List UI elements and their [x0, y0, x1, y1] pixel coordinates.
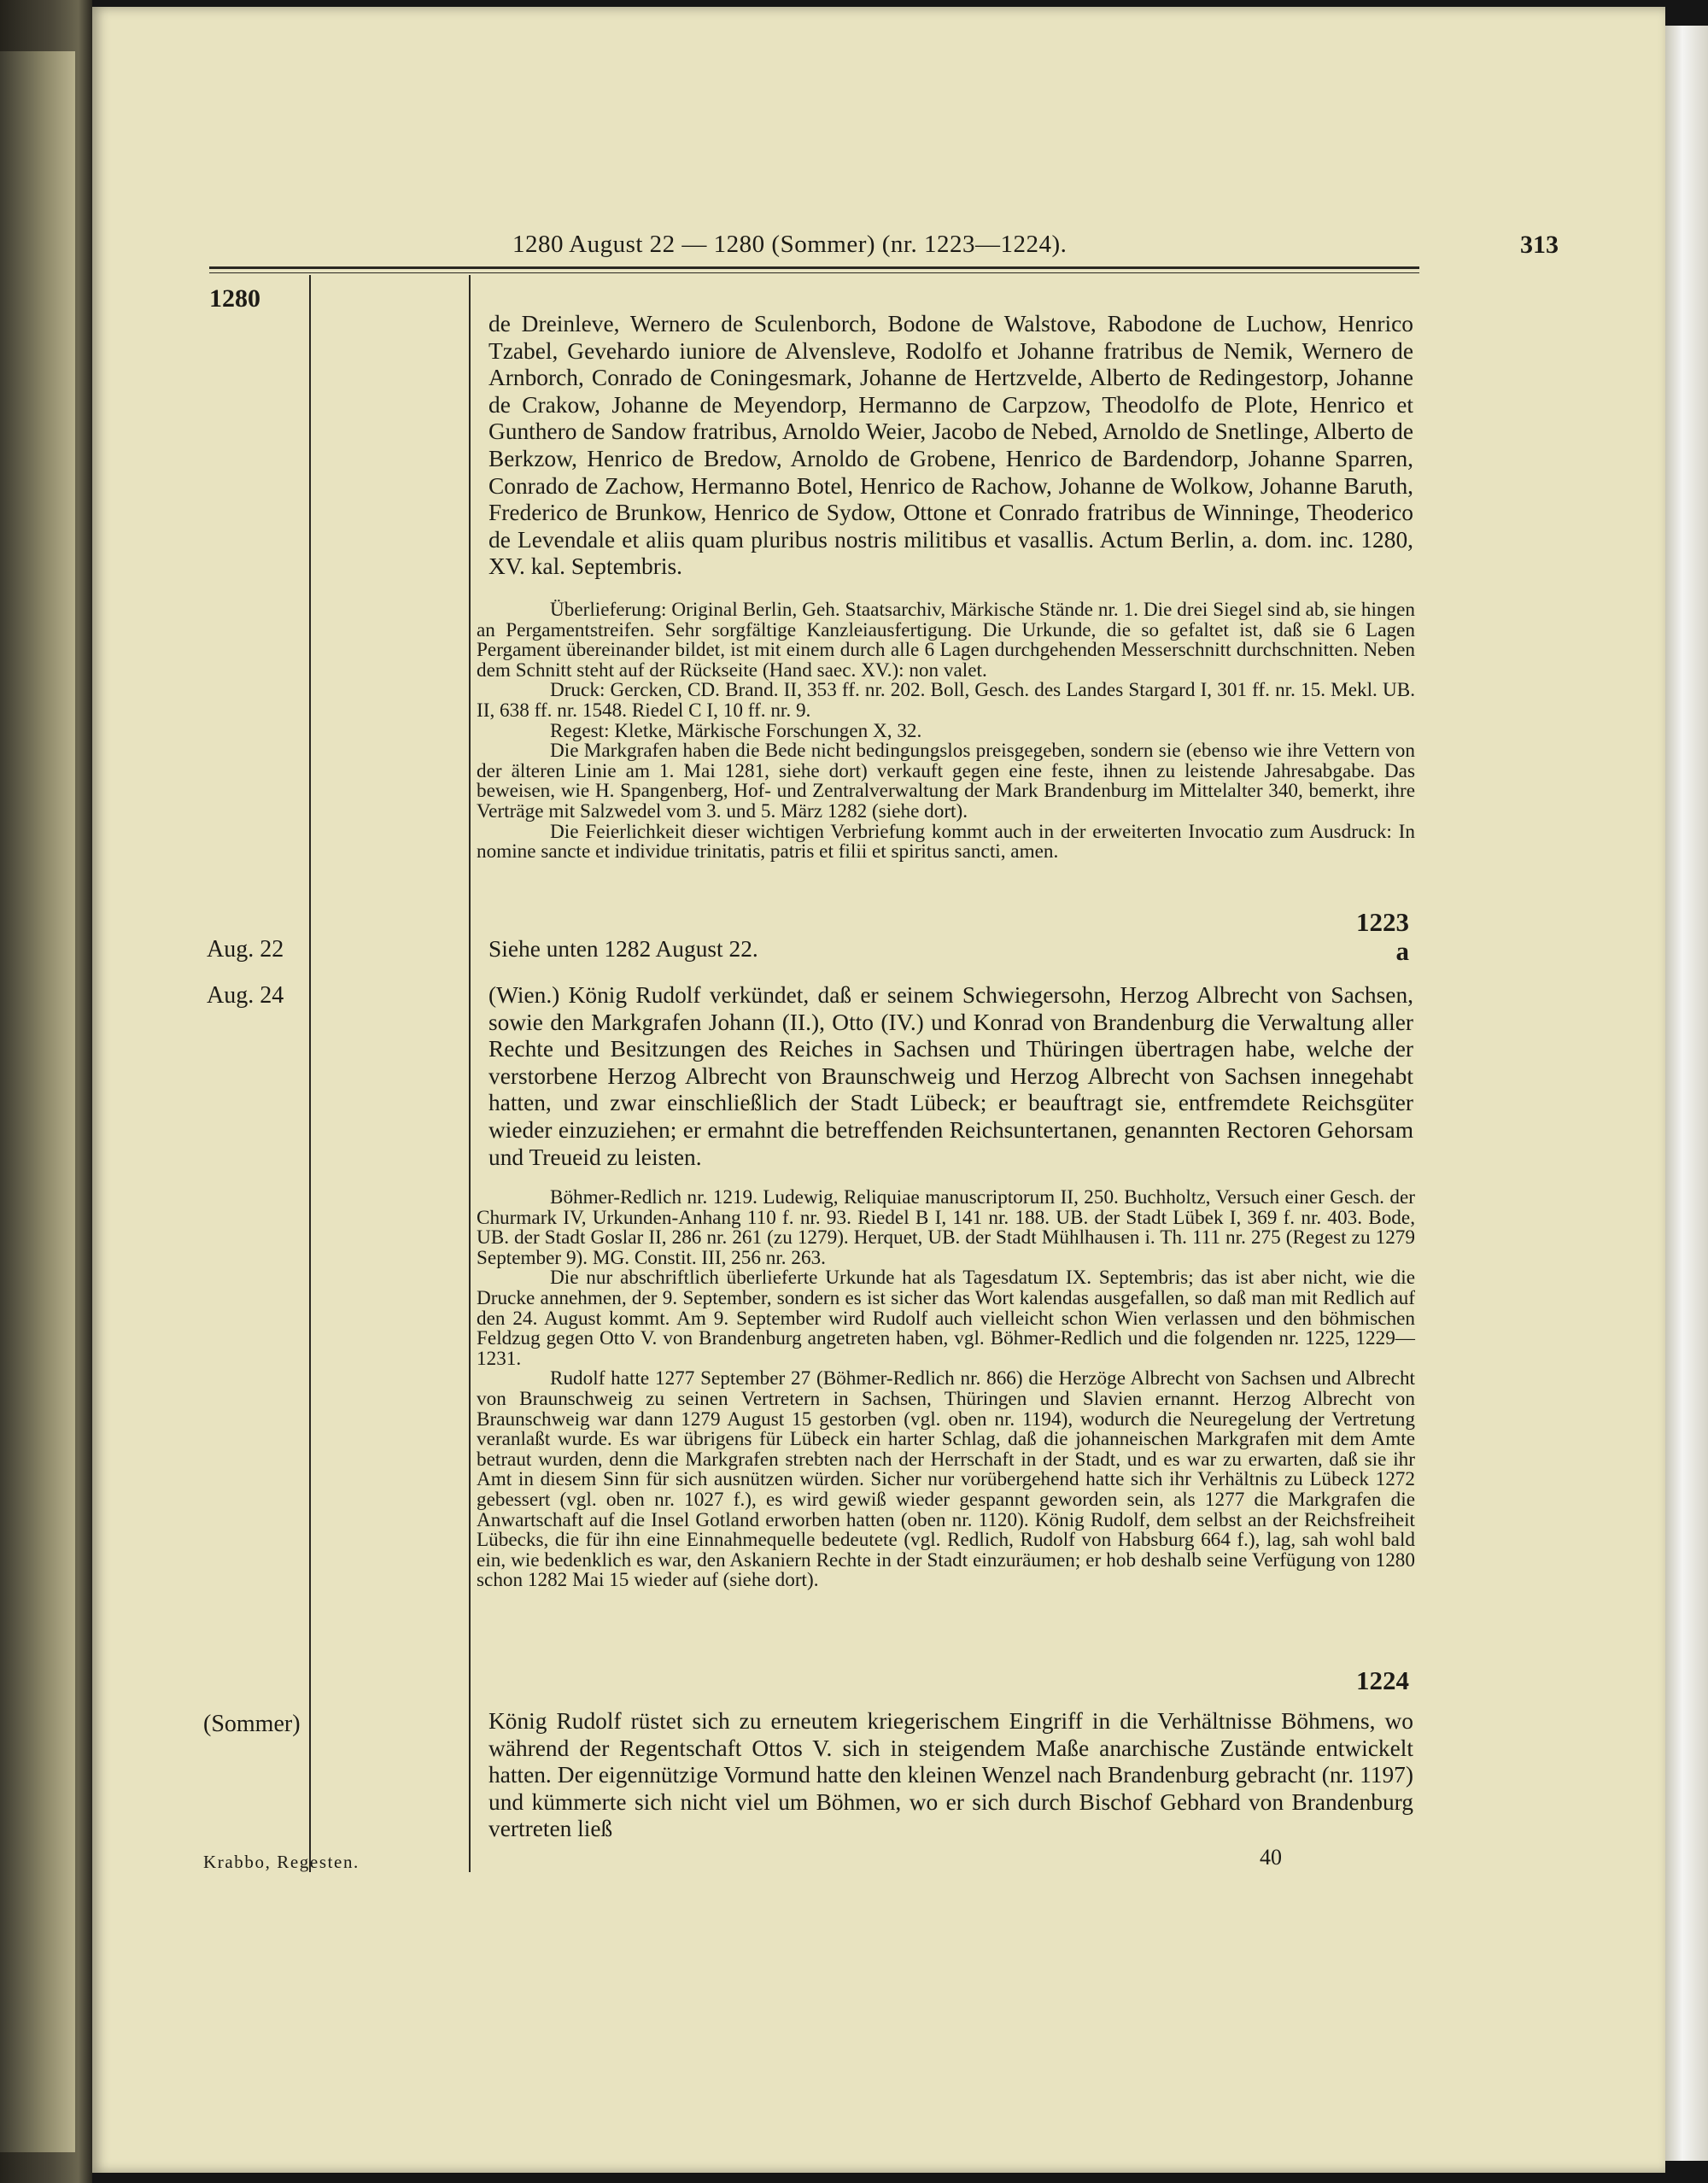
margin-date-aug-24: Aug. 24: [207, 982, 284, 1009]
running-head: 1280 August 22 — 1280 (Sommer) (nr. 1223—1224).: [512, 231, 1068, 258]
note-dating: Die nur abschriftlich überlieferte Urkunde hat als Tagesdatum IX. Septembris; das ist aber nicht, wie die Drucke annehmen, der 9. September, sondern es ist sicher das Wort kalendas ausgefallen, so daß man mit Redlich auf den 24. August kommt. Am 9. September wird Rudolf auch vielleicht schon Wien verlassen und den böhmischen Feldzug gegen Otto V. von Brandenburg angetreten haben, vgl. Böhmer-Redlich und die folgenden nr. 1225, 1229—1231.: [477, 1267, 1415, 1370]
entry-sommer-text: König Rudolf rüstet sich zu erneutem kriegerischem Eingriff in die Verhältnisse Böhmens, wo während der Regentschaft Ottos V. sich in steigendem Maße anarchische Zustände entwickelt hatten. Der eigennützige Vormund hatte den kleinen Wenzel nach Brandenburg gebracht (nr. 1197) und kümmerte sich nicht viel um Böhmen, wo er sich durch Bischof Gebhard von Brandenburg vertreten ließ: [488, 1708, 1413, 1842]
entry-number-1223: 1223: [1356, 907, 1409, 937]
entry-1223a-text: Siehe unten 1282 August 22.: [488, 936, 758, 962]
header-rule-thin: [209, 272, 1419, 273]
margin-year: 1280: [209, 284, 260, 313]
note-druck: Druck: Gercken, CD. Brand. II, 353 ff. nr. 202. Boll, Gesch. des Landes Stargard I, 301 ff. nr. 15. Mekl. UB. II, 638 ff. nr. 1548. Riedel C I, 10 ff. nr. 9.: [477, 679, 1415, 722]
page-number: 313: [1520, 231, 1559, 259]
margin-date-aug-22: Aug. 22: [207, 936, 284, 963]
note-regest: Regest: Kletke, Märkische Forschungen X, 32.: [550, 719, 922, 742]
entry-1224-text: (Wien.) König Rudolf verkündet, daß er seinem Schwiegersohn, Herzog Albrecht von Sachsen, sowie den Markgrafen Johann (II.), Otto (IV.) und Konrad von Brandenburg die Verwaltung aller Rechte und Besitzungen des Reiches in Sachsen und Thüringen übertragen habe, welche der verstorbene Herzog Albrecht von Braunschweig und Herzog Albrecht von Sachsen innegehabt hatten, und zwar einschließlich der Stadt Lübeck; er beauftragt sie, entfremdete Reichsgüter wieder einzuziehen; er ermahnt die betreffenden Reichsuntertanen, genannten Rectoren Gehorsam und Treueid zu leisten.: [488, 982, 1413, 1170]
note-sources: Böhmer-Redlich nr. 1219. Ludewig, Reliquiae manuscriptorum II, 250. Buchholtz, Versuch einer Gesch. der Churmark IV, Urkunden-Anhang 110 f. nr. 93. Riedel B I, 141 nr. 188. UB. der Stadt Lübek I, 369 f. nr. 403. Bode, UB. der Stadt Goslar II, 286 nr. 261 (zu 1279). Herquet, UB. der Stadt Mühlhausen i. Th. 111 nr. 275 (Regest zu 1279 September 9). MG. Constit. III, 256 nr. 263.: [477, 1186, 1415, 1269]
entry-1223-text: de Dreinleve, Wernero de Sculenborch, Bodone de Walstove, Rabodone de Luchow, Henrico Tzabel, Gevehardo iuniore de Alvensleve, Rodolfo et Johanne fratribus de Nemik, Wernero de Arnborch, Conrado de Coningesmark, Johanne de Hertzvelde, Alberto de Redingestorp, Johanne de Crakow, Johanne de Meyendorp, Hermanno de Carpzow, Theodolfo de Plote, Henrico et Gunthero de Sandow fratribus, Arnoldo Weier, Jacobo de Nebed, Arnoldo de Snetlinge, Alberto de Berkzow, Henrico de Bredow, Arnoldo de Grobene, Henrico de Bardendorp, Johanne Sparren, Conrado de Zachow, Hermanno Botel, Henrico de Rachow, Johanne de Wolkow, Johanne Baruth, Frederico de Brunkow, Henrico de Sydow, Ottone et Conrado fratribus de Winninge, Theoderico de Levendale et aliis quam pluribus nostris militibus et vasallis. Actum Berlin, a. dom. inc. 1280, XV. kal. Septembris.: [488, 311, 1413, 580]
entry-1223-notes: [477, 600, 1415, 863]
note-ueberlieferung: Überlieferung: Original Berlin, Geh. Staatsarchiv, Märkische Stände nr. 1. Die drei Siegel sind ab, sie hingen an Pergamentstreifen. Sehr sorgfältige Kanzleiausfertigung. Die Urkunde, die so gefaltet ist, daß sie 6 Lagen Pergament übereinander bildet, ist mit einem durch alle 6 Lagen durchgehenden Messerschnitt durchschnitten. Neben dem Schnitt steht auf der Rückseite (Hand saec. XV.): non valet.: [477, 599, 1415, 682]
entry-number-a: a: [1395, 936, 1409, 966]
entry-number-1224: 1224: [1356, 1665, 1409, 1695]
footer-signature: Krabbo, Regesten.: [203, 1852, 360, 1872]
header-rule: [209, 266, 1419, 269]
column-divider-right: [469, 275, 471, 1872]
entry-1224-notes: [477, 1188, 1415, 1591]
margin-date-sommer: (Sommer): [203, 1711, 301, 1737]
note-commentary: Die Markgrafen haben die Bede nicht bedingungslos preisgegeben, sondern sie (ebenso wie ihre Vettern von der älteren Linie am 1. Mai 1281, siehe dort) verkauft gegen eine feste, ihnen zu leistende Jahresabgabe. Das beweisen, wie H. Spangenberg, Hof- und Zentralverwaltung der Mark Brandenburg im Mittelalter 340, bemerkt, ihre Verträge mit Salzwedel vom 3. und 5. März 1282 (siehe dort).: [477, 740, 1415, 822]
note-history: Rudolf hatte 1277 September 27 (Böhmer-Redlich nr. 866) die Herzöge Albrecht von Sachsen und Albrecht von Braunschweig zu seinen Vertretern in Sachsen, Thüringen und Slavien ernannt. Herzog Albrecht von Braunschweig war dann 1279 August 15 gestorben (vgl. oben nr. 1194), wodurch die Neuregelung der Vertretung veranlaßt wurde. Es war übrigens für Lübeck ein harter Schlag, daß die johanneischen Markgrafen mit dem Amte betraut wurden, denn die Markgrafen strebten nach der Herrschaft in der Stadt, und es war zu erwarten, daß sie ihr Amt in diesem Sinn für sich ausnützen würden. Sicher nur vorübergehend hatte sich ihr Verhältnis zu Lübeck 1272 gebessert (vgl. oben nr. 1027 f.), es wird gewiß wieder gespannt geworden sein, als 1277 die Markgrafen die Anwartschaft auf die Insel Gotland erworben hatten (oben nr. 1120). König Rudolf, dem selbst an der Reichsfreiheit Lübecks, die für ihn eine Einnahmequelle bedeutete (vgl. Redlich, Rudolf von Habsburg 664 f.), lag, sah wohl bald ein, wie bedenklich es war, den Askaniern Rechte in der Stadt einzuräumen; er hob deshalb seine Verfügung von 1280 schon 1282 Mai 15 wieder auf (siehe dort).: [477, 1367, 1415, 1592]
footer-sheet-number: 40: [1260, 1845, 1282, 1870]
note-invocatio: Die Feierlichkeit dieser wichtigen Verbriefung kommt auch in der erweiterten Invocatio zum Ausdruck: In nomine sancte et individue trinitatis, patris et filii et spiritus sancti, amen.: [477, 820, 1415, 863]
column-divider-left: [309, 275, 311, 1872]
